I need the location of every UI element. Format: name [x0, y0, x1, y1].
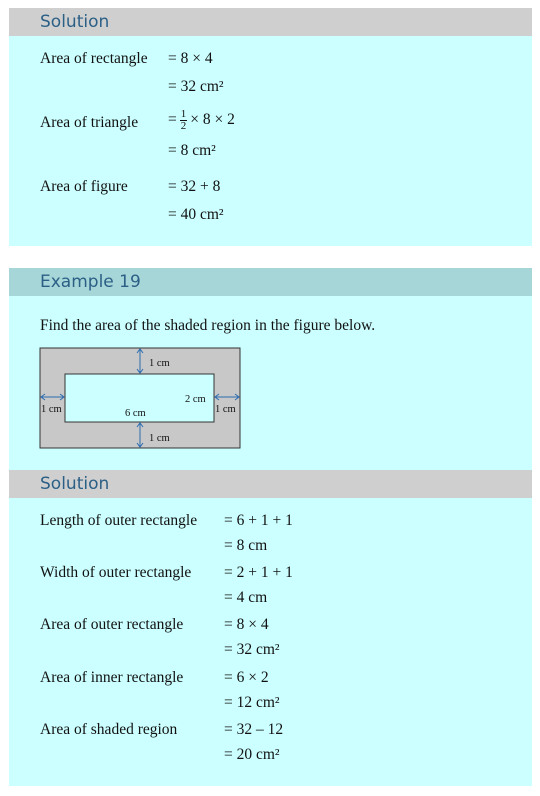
row-line-1: = 32 + 8: [168, 178, 221, 195]
row-line-2: = 32 cm²: [224, 641, 280, 658]
row-label: Area of outer rectangle: [40, 616, 184, 633]
row-line-1: [168, 109, 235, 132]
row-label: Area of rectangle: [40, 50, 148, 67]
row-line-2: = 12 cm²: [224, 694, 280, 711]
example-prompt: Find the area of the shaded region in the figure below.: [40, 317, 376, 334]
row-label: Area of figure: [40, 178, 128, 195]
fraction: [180, 109, 188, 132]
row-line-2: = 8 cm: [224, 537, 268, 554]
solution-header-2: Solution: [9, 470, 532, 498]
row-line-1: = 8 × 4: [224, 616, 269, 633]
row-label: Length of outer rectangle: [40, 512, 198, 529]
row-line-1: = 2 + 1 + 1: [224, 564, 293, 581]
fraction-numerator: 1: [180, 108, 187, 120]
solution-panel-2: [9, 498, 532, 786]
row-label: Area of triangle: [40, 114, 139, 131]
row-line-2: = 32 cm²: [168, 78, 224, 95]
fraction-tail: × 8 × 2: [190, 111, 235, 129]
label-inner-width: 6 cm: [125, 408, 146, 419]
row-line-1: = 8 × 4: [168, 50, 213, 67]
row-label: Area of shaded region: [40, 721, 178, 738]
example-header: Example 19: [9, 268, 532, 296]
solution-panel-1: [9, 36, 532, 246]
row-line-2: = 4 cm: [224, 589, 268, 606]
example-panel: [9, 296, 532, 470]
row-line-1: = 6 × 2: [224, 669, 269, 686]
equals-sign: =: [168, 111, 177, 129]
solution-header-1: Solution: [9, 8, 532, 36]
row-line-2: = 40 cm²: [168, 206, 224, 223]
row-line-1: = 32 – 12: [224, 721, 284, 738]
row-line-2: = 20 cm²: [224, 746, 280, 763]
row-label: Width of outer rectangle: [40, 564, 192, 581]
label-inner-height: 2 cm: [185, 394, 206, 405]
fraction-denominator: 2: [180, 120, 187, 132]
label-right: 1 cm: [215, 404, 236, 415]
row-line-2: = 8 cm²: [168, 142, 216, 159]
label-top: 1 cm: [149, 358, 170, 369]
row-line-1: = 6 + 1 + 1: [224, 512, 293, 529]
shaded-region-figure: [9, 296, 532, 470]
label-left: 1 cm: [41, 404, 62, 415]
label-bottom: 1 cm: [149, 433, 170, 444]
row-label: Area of inner rectangle: [40, 669, 184, 686]
